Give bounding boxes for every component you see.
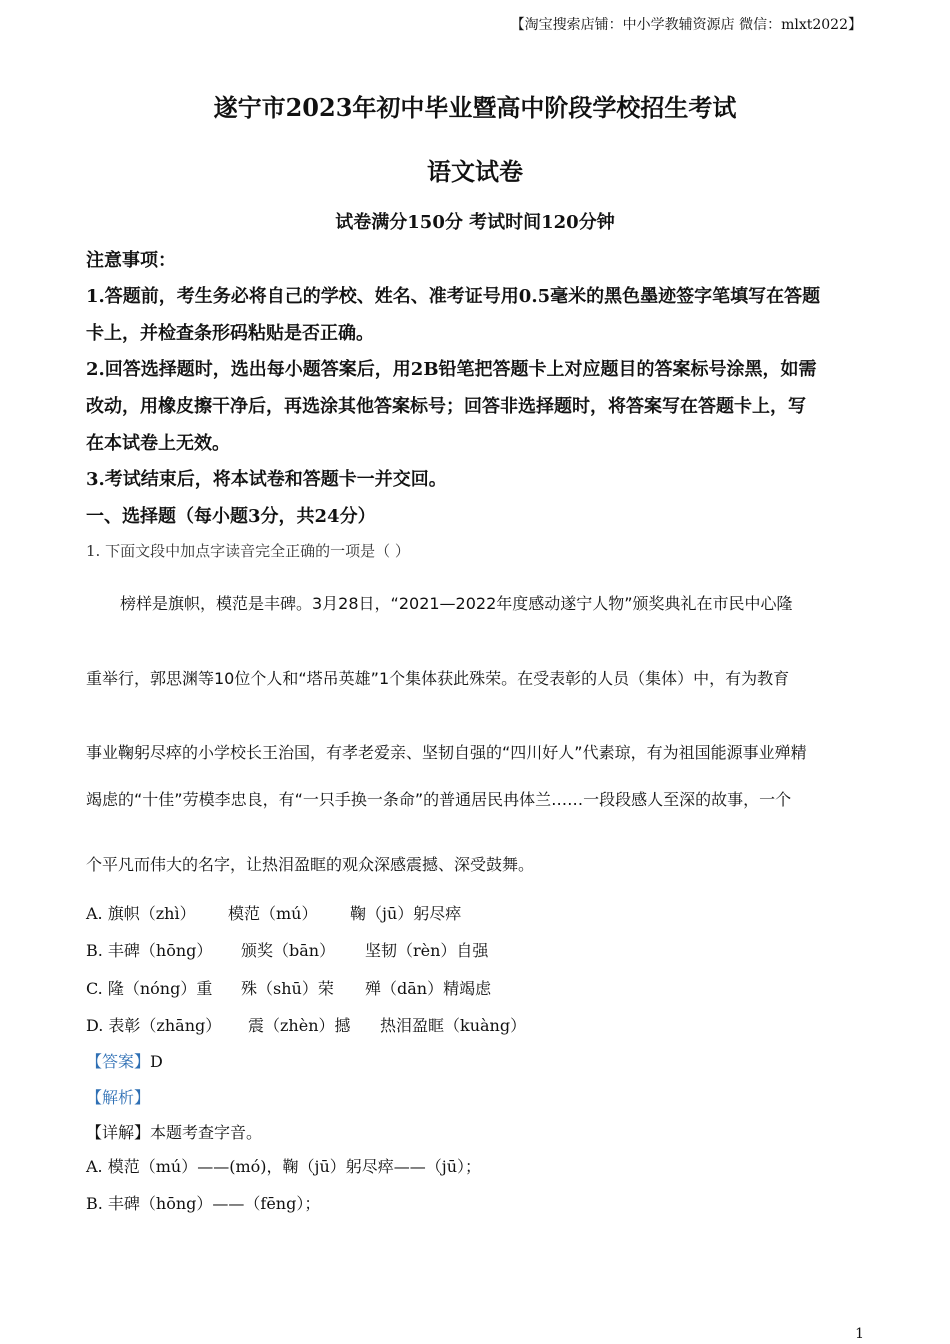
option-d-part: D. 表彰（zhāng）: [86, 1016, 222, 1035]
notice-line: 改动，用橡皮擦干净后，再选涂其他答案标号；回答非选择题时，将答案写在答题卡上，写: [86, 396, 806, 417]
option-a-part: 鞠（jū）躬尽瘁: [350, 904, 462, 923]
option-a-part: A. 旗帜（zhì）: [86, 904, 196, 923]
passage-line: 个平凡而伟大的名字，让热泪盈眶的观众深感震撼、深受鼓舞。: [86, 855, 535, 874]
notice-line: 卡上，并检查条形码粘贴是否正确。: [86, 323, 374, 344]
option-b: [86, 938, 488, 961]
option-a: [86, 901, 461, 924]
exam-info: 试卷满分150分 考试时间120分钟: [335, 212, 615, 233]
answer: [86, 1049, 163, 1072]
notice-line: 1.答题前，考生务必将自己的学校、姓名、准考证号用0.5毫米的黑色墨迹签字笔填写在答题: [86, 286, 821, 307]
passage-line: 竭虑的“十佳”劳模李忠良，有“一只手换一条命”的普通居民冉体兰……一段段感人至深的故事，一个: [86, 790, 792, 809]
notice-line: 2.回答选择题时，选出每小题答案后，用2B铅笔把答题卡上对应题目的答案标号涂黑，如需: [86, 359, 817, 380]
header-note: 【淘宝搜索店铺：中小学教辅资源店 微信：mlxt2022】: [510, 17, 862, 33]
paper-subject: 语文试卷: [427, 157, 523, 186]
answer-tag: 【答案】: [86, 1052, 151, 1071]
option-b-part: 颁奖（bān）: [241, 941, 336, 960]
passage-line: 事业鞠躬尽瘁的小学校长王治国，有孝老爱亲、坚韧自强的“四川好人”代素琼，有为祖国能源事业殚精: [86, 743, 807, 762]
option-c: [86, 976, 491, 999]
option-c-part: 殊（shū）荣: [241, 979, 334, 998]
notice-line: 在本试卷上无效。: [86, 433, 230, 454]
option-d-part: 热泪盈眶（kuàng）: [380, 1016, 527, 1035]
notice-heading: 注意事项：: [86, 250, 176, 271]
passage-line: 榜样是旗帜，模范是丰碑。3月28日，“2021—2022年度感动遂宁人物”颁奖典礼在市民中心隆: [120, 594, 793, 613]
detail-line: 【详解】本题考查字音。: [86, 1123, 263, 1142]
section-title: 一、选择题（每小题3分，共24分）: [86, 506, 376, 527]
exam-title: 遂宁市2023年初中毕业暨高中阶段学校招生考试: [213, 93, 737, 122]
option-d-part: 震（zhèn）撼: [248, 1016, 351, 1035]
analysis-tag: 【解析】: [86, 1088, 151, 1107]
option-b-part: B. 丰碑（hōng）: [86, 941, 213, 960]
answer-value: D: [150, 1052, 163, 1071]
page-number: 1: [855, 1326, 864, 1342]
passage-line: 重举行，郭思渊等10位个人和“塔吊英雄”1个集体获此殊荣。在受表彰的人员（集体）中，有为教育: [86, 669, 790, 688]
notice-line: 3.考试结束后，将本试卷和答题卡一并交回。: [86, 469, 447, 490]
question-stem: 1. 下面文段中加点字读音完全正确的一项是（ ）: [86, 542, 410, 560]
option-b-part: 坚韧（rèn）自强: [365, 941, 489, 960]
option-d: [86, 1013, 526, 1036]
explanation-line: A. 模范（mú）——(mó)，鞠（jū）躬尽瘁——（jū）；: [86, 1157, 482, 1176]
option-c-part: 殚（dān）精竭虑: [365, 979, 492, 998]
option-c-part: C. 隆（nóng）重: [86, 979, 213, 998]
option-a-part: 模范（mú）: [228, 904, 318, 923]
explanation-line: B. 丰碑（hōng）——（fēng）；: [86, 1194, 321, 1213]
